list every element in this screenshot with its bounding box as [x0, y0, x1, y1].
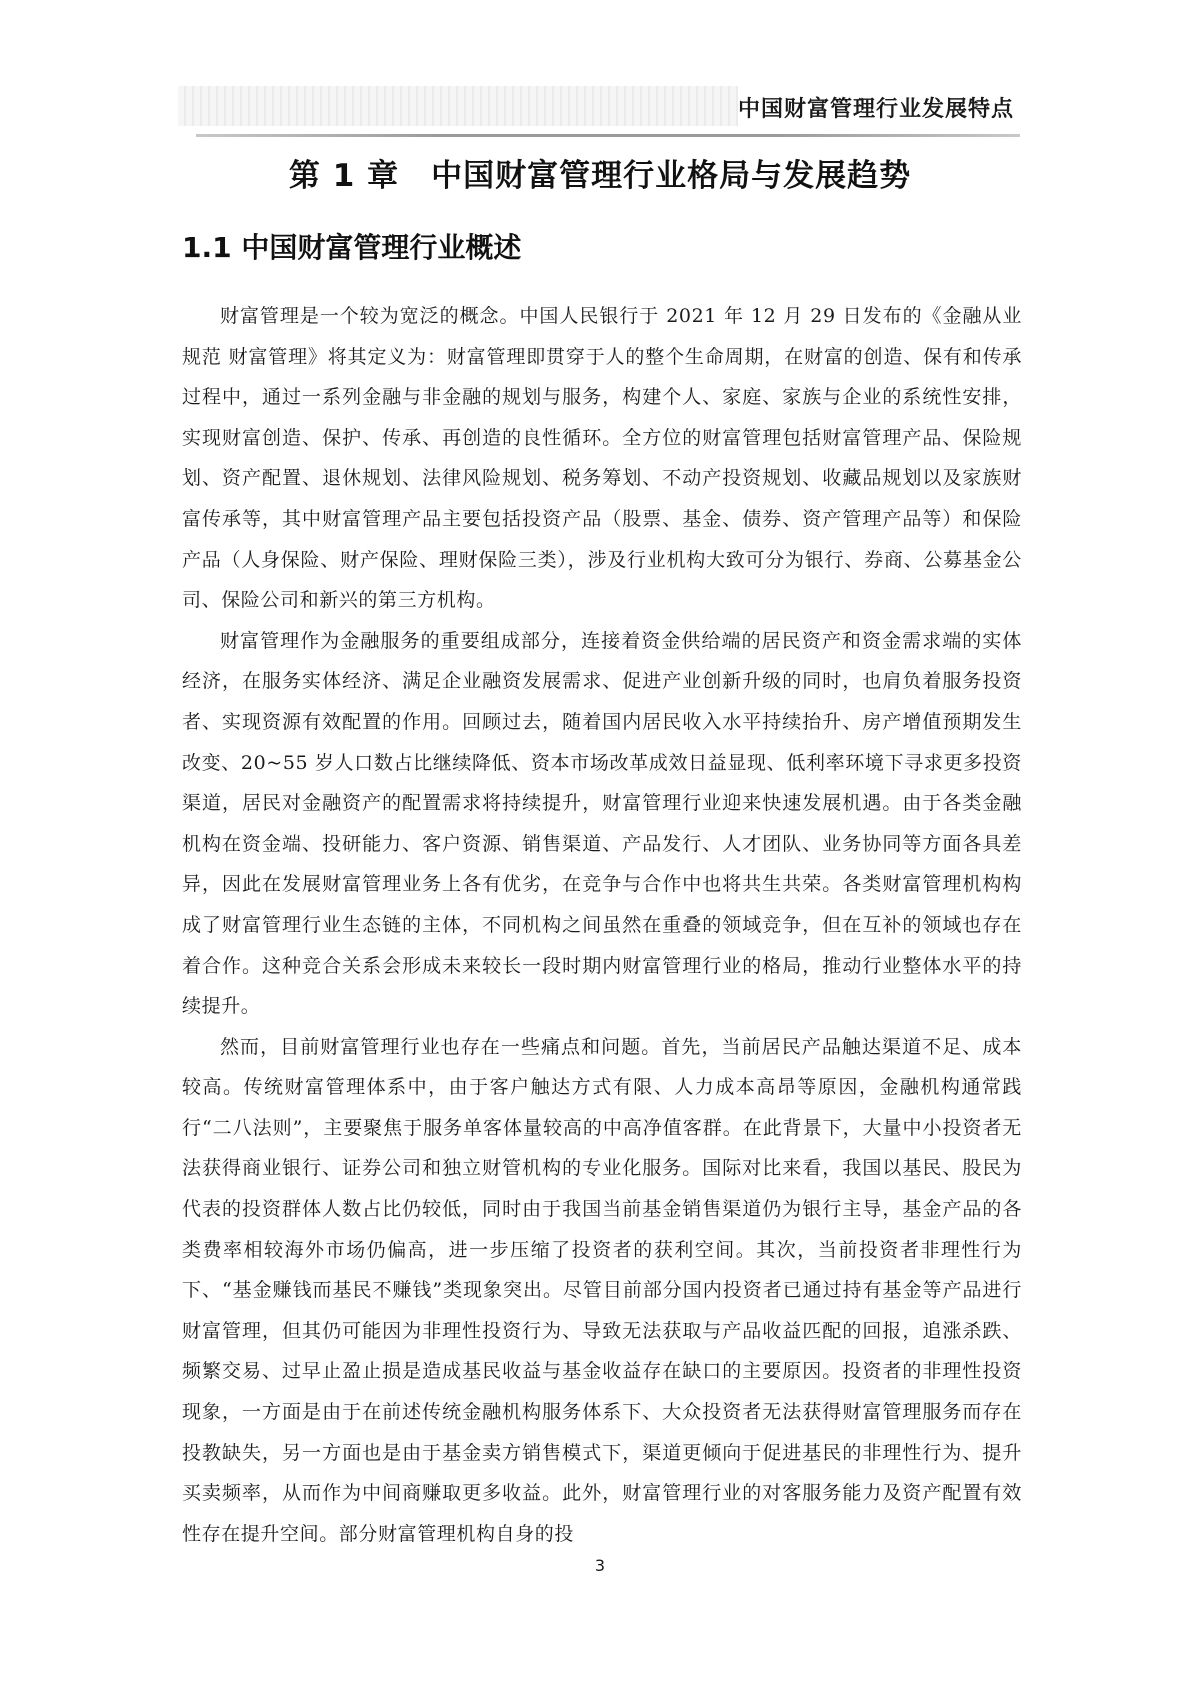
paragraph: 然而，目前财富管理行业也存在一些痛点和问题。首先，当前居民产品触达渠道不足、成本较高。传统财富管理体系中，由于客户触达方式有限、人力成本高昂等原因，金融机构通常践行“二八法则”，主要聚焦于服务单客体量较高的中高净值客群。在此背景下，大量中小投资者无法获得商业银行、证券公司和独立财管机构的专业化服务。国际对比来看，我国以基民、股民为代表的投资群体人数占比仍较低，同时由于我国当前基金销售渠道仍为银行主导，基金产品的各类费率相较海外市场仍偏高，进一步压缩了投资者的获利空间。其次，当前投资者非理性行为下、“基金赚钱而基民不赚钱”类现象突出。尽管目前部分国内投资者已通过持有基金等产品进行财富管理，但其仍可能因为非理性投资行为、导致无法获取与产品收益匹配的回报，追涨杀跌、频繁交易、过早止盈止损是造成基民收益与基金收益存在缺口的主要原因。投资者的非理性投资现象，一方面是由于在前述传统金融机构服务体系下、大众投资者无法获得财富管理服务而存在投教缺失，另一方面也是由于基金卖方销售模式下，渠道更倾向于促进基民的非理性行为、提升买卖频率，从而作为中间商赚取更多收益。此外，财富管理行业的对客服务能力及资产配置有效性存在提升空间。部分财富管理机构自身的投 [182, 1035, 1022, 1545]
paragraph: 财富管理是一个较为宽泛的概念。中国人民银行于 2021 年 12 月 29 日发布的《金融从业规范 财富管理》将其定义为：财富管理即贯穿于人的整个生命周期，在财富的创造、保有和传承过程中，通过一系列金融与非金融的规划与服务，构建个人、家庭、家族与企业的系统性安排，实现财富创造、保护、传承、再创造的良性循环。全方位的财富管理包括财富管理产品、保险规划、资产配置、退休规划、法律风险规划、税务筹划、不动产投资规划、收藏品规划以及家族财富传承等，其中财富管理产品主要包括投资产品（股票、基金、债券、资产管理产品等）和保险产品（人身保险、财产保险、理财保险三类），涉及行业机构大致可分为银行、券商、公募基金公司、保险公司和新兴的第三方机构。 [182, 305, 1022, 612]
section-title: 1.1 中国财富管理行业概述 [182, 231, 522, 264]
page-number: 3 [594, 1556, 606, 1575]
header-divider [196, 134, 1020, 137]
chapter-title: 第 1 章 中国财富管理行业格局与发展趋势 [288, 158, 912, 194]
running-header: 中国财富管理行业发展特点 [737, 96, 1014, 122]
header-decoration [178, 86, 738, 126]
paragraph: 财富管理作为金融服务的重要组成部分，连接着资金供给端的居民资产和资金需求端的实体经济，在服务实体经济、满足企业融资发展需求、促进产业创新升级的同时，也肩负着服务投资者、实现资源有效配置的作用。回顾过去，随着国内居民收入水平持续抬升、房产增值预期发生改变、20~55 岁人口数占比继续降低、资本市场改革成效日益显现、低利率环境下寻求更多投资渠道，居民对金融资产的配置需求将持续提升，财富管理行业迎来快速发展机遇。由于各类金融机构在资金端、投研能力、客户资源、销售渠道、产品发行、人才团队、业务协同等方面各具差异，因此在发展财富管理业务上各有优劣，在竞争与合作中也将共生共荣。各类财富管理机构构成了财富管理行业生态链的主体，不同机构之间虽然在重叠的领域竞争，但在互补的领域也存在着合作。这种竞合关系会形成未来较长一段时期内财富管理行业的格局，推动行业整体水平的持续提升。 [182, 629, 1022, 1018]
body-text [182, 296, 1022, 1554]
